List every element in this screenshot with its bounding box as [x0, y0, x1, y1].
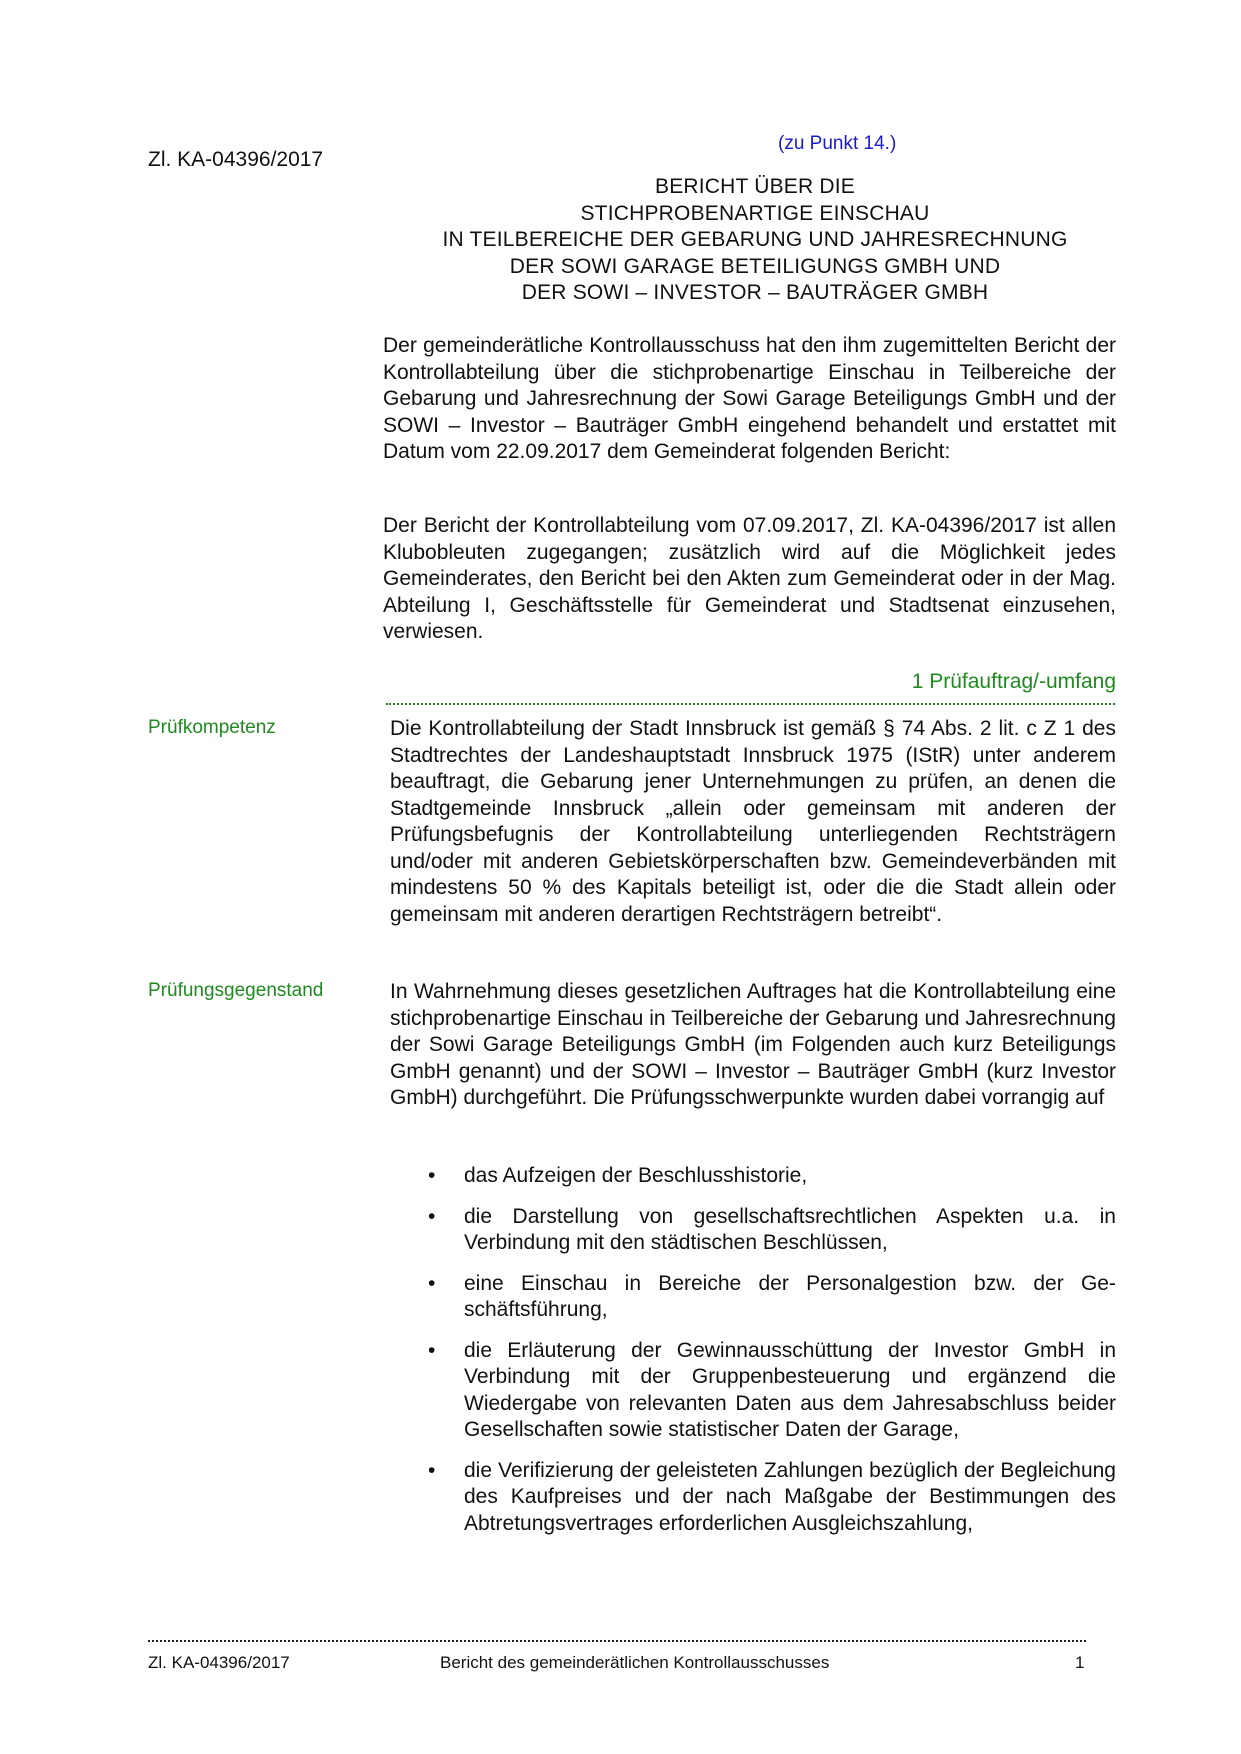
footer-title: Bericht des gemeinderätlichen Kontrollausschusses	[440, 1653, 830, 1672]
section-heading: 1 Prüfauftrag/-umfang	[911, 670, 1116, 693]
focus-list	[390, 1163, 1116, 1551]
bullet-icon: •	[428, 1338, 436, 1362]
title-line: STICHPROBENARTIGE EINSCHAU	[580, 201, 930, 225]
bullet-icon: •	[428, 1204, 436, 1228]
intro-paragraph-2: Der Bericht der Kontrollabteilung vom 07.09.2017, Zl. KA-04396/2017 ist allen Klubobleuten zugegangen; zusätzlich wird auf die Möglichkeit jedes Gemeinderates, den Bericht bei den Akten zum Gemeinderat oder in der Mag. Abteilung I, Geschäftsstelle für Gemeinderat und Stadtsenat einzusehen, verwiesen.	[383, 514, 1116, 643]
footer-reference: Zl. KA-04396/2017	[148, 1653, 290, 1672]
bullet-icon: •	[428, 1458, 436, 1482]
report-title	[380, 174, 1130, 307]
subject-paragraph: In Wahrnehmung dieses gesetzlichen Auftrages hat die Kontrollabteilung eine stichprobenartige Einschau in Teilbereiche der Gebarung und Jahresrechnung der Sowi Garage Beteiligungs GmbH (im Folgenden auch kurz Beteiligungs GmbH genannt) und der SOWI – Investor – Bauträger GmbH (kurz Investor GmbH) durchgeführt. Die Prüfungsschwerpunkte wurden dabei vorrangig auf	[390, 980, 1116, 1109]
title-line: IN TEILBEREICHE DER GEBARUNG UND JAHRESRECHNUNG	[442, 228, 1068, 251]
bullet-icon: •	[428, 1271, 436, 1295]
list-item	[390, 1271, 1116, 1324]
list-item-text: die Erläuterung der Gewinnausschüttung der Investor GmbH in Verbindung mit der Gruppenbesteuerung und ergänzend die Wiedergabe von relevanten Daten aus dem Jahresabschluss beider Gesellschaften sowie statistischer Daten der Garage,	[464, 1338, 1116, 1441]
list-item-text: eine Einschau in Bereiche der Personalgestion bzw. der Geschäftsführung,	[464, 1271, 1116, 1321]
margin-label-subject: Prüfungsgegenstand	[148, 980, 324, 1001]
list-item	[390, 1458, 1116, 1538]
competence-paragraph: Die Kontrollabteilung der Stadt Innsbruck ist gemäß § 74 Abs. 2 lit. c Z 1 des Stadtrechtes der Landeshauptstadt Innsbruck 1975 (IStR) unter anderem beauftragt, die Gebarung jener Unternehmungen zu prüfen, an denen die Stadtgemeinde Innsbruck „allein oder gemeinsam mit anderen der Prüfungsbefugnis der Kontrollabteilung unterliegenden Rechtsträgern und/oder mit anderen Gebietskörperschaften bzw. Gemeindeverbänden mit mindestens 50 % des Kapitals beteiligt ist, oder die die Stadt allein oder gemeinsam mit anderen derartigen Rechtsträgern betreibt“.	[390, 717, 1116, 926]
bullet-icon: •	[428, 1164, 436, 1187]
section-divider	[386, 703, 1115, 705]
title-line: DER SOWI – INVESTOR – BAUTRÄGER GMBH	[521, 281, 989, 304]
intro-paragraph-1: Der gemeinderätliche Kontrollausschuss hat den ihm zugemittelten Bericht der Kontrollabteilung über die stichprobenartige Einschau in Teilbereiche der Gebarung und Jahresrechnung der Sowi Garage Beteiligungs GmbH und der SOWI – Investor – Bauträger GmbH eingehend behandelt und erstattet mit Datum vom 22.09.2017 dem Gemeinderat folgenden Bericht:	[383, 334, 1116, 463]
list-item-text: das Aufzeigen der Beschlusshistorie,	[464, 1164, 808, 1187]
list-item	[390, 1204, 1116, 1257]
page-number: 1	[1075, 1653, 1085, 1672]
title-line: BERICHT ÜBER DIE	[654, 175, 855, 198]
margin-label-competence: Prüfkompetenz	[148, 717, 276, 738]
list-item	[390, 1338, 1116, 1444]
agenda-reference: (zu Punkt 14.)	[778, 133, 897, 154]
list-item	[390, 1163, 1116, 1190]
list-item-text: die Darstellung von gesellschaftsrechtlichen Aspekten u.a. in Verbindung mit den städtischen Beschlüssen,	[464, 1204, 1116, 1254]
footer-divider	[148, 1640, 1086, 1642]
title-line: DER SOWI GARAGE BETEILIGUNGS GMBH UND	[509, 254, 1001, 278]
list-item-text: die Verifizierung der geleisteten Zahlungen bezüglich der Begleichung des Kaufpreises und der nach Maßgabe der Bestimmungen des Abtretungsvertrages erforderlichen Ausgleichszahlung,	[464, 1458, 1116, 1535]
header-reference: Zl. KA-04396/2017	[148, 148, 324, 171]
